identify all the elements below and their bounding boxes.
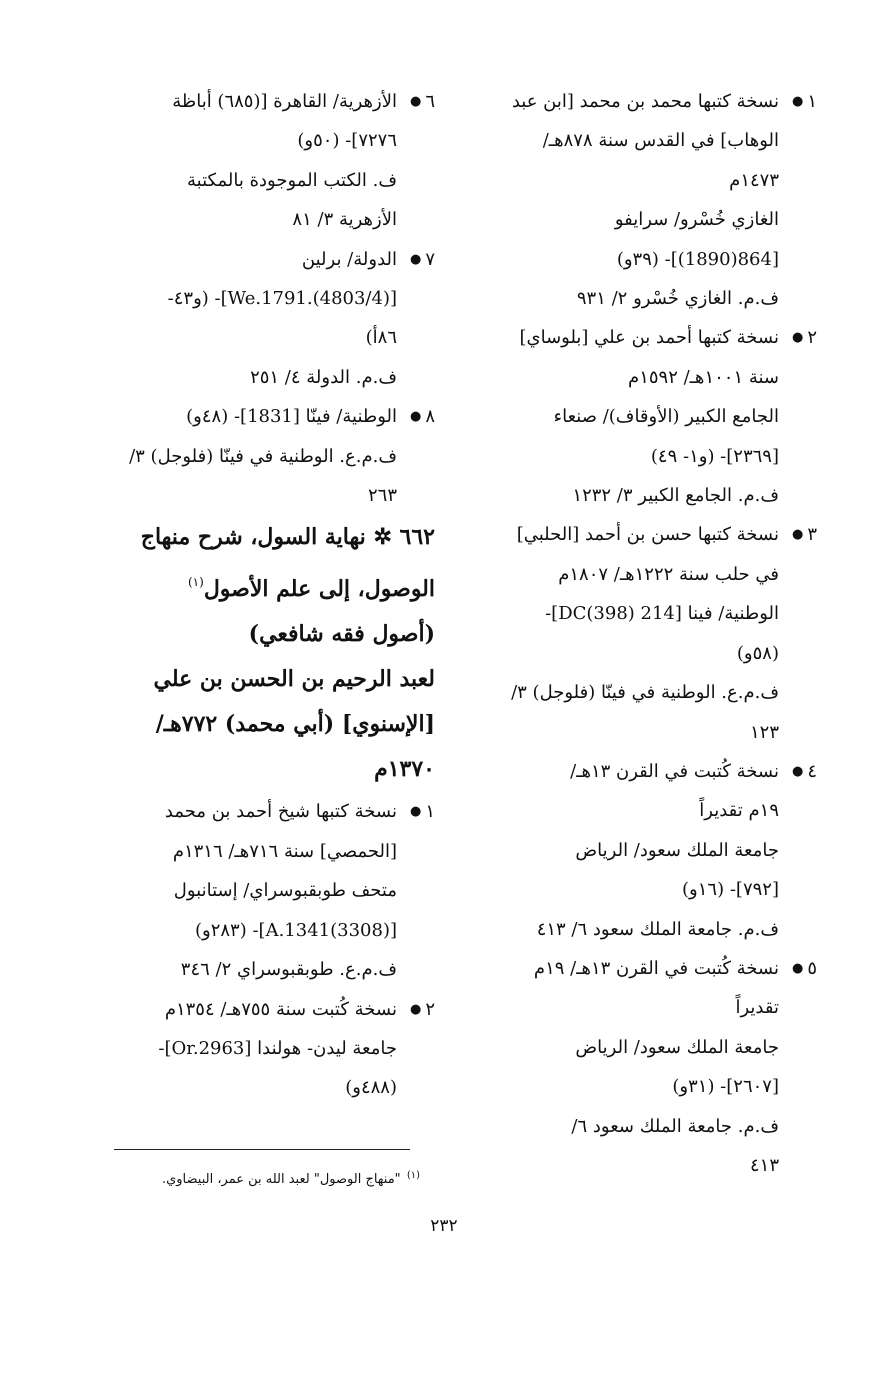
- page-number: ٢٣٢: [430, 1216, 458, 1236]
- entry-line: ١٤٧٣م: [729, 169, 779, 191]
- entry-line: نسخة كُتبت في القرن ١٣هـ/ ١٩م: [533, 957, 779, 979]
- bullet-icon: ●: [409, 251, 422, 267]
- entry-number: ٦: [425, 91, 435, 112]
- entry-line: نسخة كتبها محمد بن محمد [ابن عبد: [511, 91, 779, 112]
- entry-line: نسخة كتبها أحمد بن علي [بلوساي]: [519, 327, 779, 349]
- entry-line: (٥٨و): [736, 642, 779, 664]
- manuscript-entry: [78, 240, 435, 398]
- entry-line: الجامع الكبير (الأوقاف)/ صنعاء: [553, 406, 779, 428]
- entry-number: ٧: [425, 248, 435, 270]
- entry-line: ف.م. جامعة الملك سعود ٦/: [571, 1115, 779, 1137]
- entry-line: سنة ١٠٠١هـ/ ١٥٩٢م: [628, 366, 779, 388]
- left-column: [78, 82, 435, 1108]
- work-title-line: نهاية السول، شرح منهاج: [140, 524, 366, 551]
- entry-line: ف.م. جامعة الملك سعود ٦/ ٤١٣: [536, 918, 779, 940]
- entry-line: تقديراً: [735, 997, 779, 1019]
- entry-line: [٢٦٠٧]- (٣١و): [672, 1076, 779, 1098]
- entry-line: ف.م. الجامع الكبير ٣/ ١٢٣٢: [572, 485, 779, 507]
- entry-line: [864(1890)]- (٣٩و): [616, 248, 779, 270]
- entry-line: جامعة ليدن- هولندا [Or.2963]-: [158, 1037, 397, 1059]
- entry-line: الوهاب] في القدس سنة ٨٧٨هـ/: [542, 130, 779, 152]
- work-author-line: [الإسنوي] (أبي محمد) ٧٧٢هـ/: [155, 711, 435, 738]
- work-author-line: لعبد الرحيم بن الحسن بن علي: [153, 666, 435, 693]
- entry-line: ف.م.ع. الوطنية في فينّا (فلوجل) ٣/: [511, 682, 779, 704]
- entry-number: ١: [425, 801, 435, 823]
- manuscript-entry: [78, 82, 435, 240]
- entry-number: ٣: [807, 524, 817, 546]
- entry-line: ف.م. الدولة ٤/ ٢٥١: [250, 366, 397, 388]
- entry-line: ف.م.ع. طوبقبوسراي ٢/ ٣٤٦: [180, 959, 397, 981]
- entry-number: ٤: [807, 760, 817, 782]
- entry-line: الأزهرية/ القاهرة [(٦٨٥) أباظة: [172, 91, 397, 112]
- entry-number: ١: [807, 91, 817, 112]
- work-author-date: ١٣٧٠م: [374, 756, 435, 783]
- manuscript-entry: [462, 82, 817, 318]
- star-icon: ✲: [373, 524, 392, 551]
- footnote-divider: [114, 1149, 410, 1150]
- entry-line: جامعة الملك سعود/ الرياض: [575, 839, 779, 861]
- entry-line: الوطنية/ فينّا [1831]- (٤٨و): [186, 406, 397, 428]
- entry-line: ف.م.ع. الوطنية في فينّا (فلوجل) ٣/: [129, 445, 397, 467]
- bullet-icon: ●: [791, 527, 804, 543]
- work-subject: (أصول فقه شافعي): [248, 621, 435, 648]
- footnote-mark: (١): [406, 1170, 420, 1181]
- entry-line: [We.1791.(4803/4)]- (و٤٣-: [167, 288, 397, 310]
- entry-line: متحف طوبقبوسراي/ إستانبول: [173, 880, 397, 902]
- bullet-icon: ●: [409, 1001, 422, 1017]
- manuscript-entry: [78, 792, 435, 989]
- bullet-icon: ●: [791, 960, 804, 976]
- entry-line: جامعة الملك سعود/ الرياض: [575, 1036, 779, 1058]
- entry-line: الأزهرية ٣/ ٨١: [292, 209, 397, 231]
- bullet-icon: ●: [409, 804, 422, 820]
- entry-line: الغازي خُسْرو/ سرايفو: [614, 209, 779, 231]
- entry-line: [A.1341(3308)]- (٢٨٣و): [194, 919, 397, 941]
- entry-line: ٨٦أ): [365, 327, 397, 349]
- footnote: [90, 1170, 420, 1187]
- footnote-reference: (١): [187, 575, 204, 590]
- entry-line: ف.م. الغازي خُسْرو ٢/ ٩٣١: [576, 288, 779, 310]
- manuscript-entry: [462, 752, 817, 949]
- work-title-line: الوصول، إلى علم الأصول: [203, 576, 435, 603]
- entry-line: في حلب سنة ١٢٢٢هـ/ ١٨٠٧م: [558, 563, 779, 585]
- entry-line: الوطنية/ فينا [214 DC(398)]-: [545, 603, 779, 625]
- entry-line: (٤٨٨و): [345, 1077, 397, 1099]
- bullet-icon: ●: [791, 330, 804, 346]
- entry-line: ٤١٣: [749, 1154, 779, 1176]
- manuscript-entry: [462, 949, 817, 1185]
- entry-line: [٢٣٦٩]- (و١- ٤٩): [650, 445, 779, 467]
- entry-line: نسخة كتبها حسن بن أحمد [الحلبي]: [516, 524, 779, 546]
- entry-line: ٧٢٧٦]- (٥٠و): [297, 130, 397, 152]
- entry-line: الدولة/ برلين: [301, 248, 397, 270]
- footnote-text: "منهاج الوصول" لعبد الله بن عمر، البيضاوي.: [161, 1172, 401, 1187]
- manuscript-entry: [78, 990, 435, 1108]
- entry-line: ٢٦٣: [367, 485, 397, 507]
- entry-line: نسخة كتبها شيخ أحمد بن محمد: [164, 801, 397, 823]
- bullet-icon: ●: [791, 94, 804, 109]
- work-number: ٦٦٢: [399, 524, 435, 551]
- entry-line: [الحمصي] سنة ٧١٦هـ/ ١٣١٦م: [172, 840, 397, 862]
- manuscript-entry: [462, 515, 817, 751]
- bullet-icon: ●: [409, 94, 422, 109]
- entry-line: ١٢٣: [749, 721, 779, 743]
- entry-number: ٥: [807, 957, 817, 979]
- manuscript-entry: [78, 397, 435, 515]
- entry-line: [٧٩٢]- (١٦و): [682, 879, 779, 901]
- manuscript-entry: [462, 318, 817, 515]
- right-column: [462, 82, 817, 1185]
- entry-number: ٨: [425, 406, 435, 428]
- work-heading: [78, 515, 435, 792]
- bullet-icon: ●: [791, 763, 804, 779]
- entry-line: نسخة كُتبت سنة ٧٥٥هـ/ ١٣٥٤م: [164, 998, 397, 1020]
- bullet-icon: ●: [409, 409, 422, 425]
- entry-number: ٢: [425, 998, 435, 1020]
- entry-line: نسخة كُتبت في القرن ١٣هـ/: [570, 760, 779, 782]
- entry-number: ٢: [807, 327, 817, 349]
- entry-line: ف. الكتب الموجودة بالمكتبة: [187, 169, 397, 191]
- entry-line: ١٩م تقديراً: [699, 800, 779, 822]
